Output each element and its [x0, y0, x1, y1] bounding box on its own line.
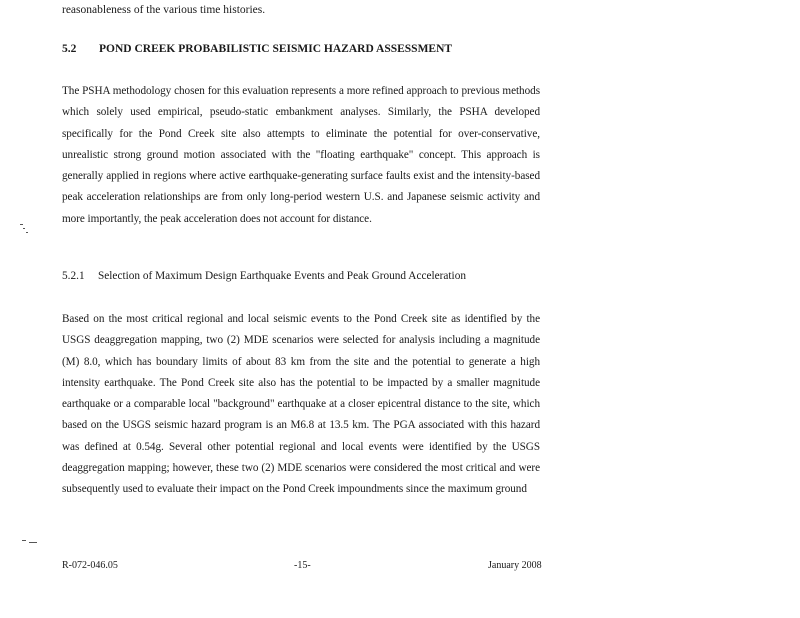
footer-date: January 2008 [488, 560, 542, 571]
subsection-title: Selection of Maximum Design Earthquake Events and Peak Ground Acceleration [98, 270, 466, 282]
section-heading [62, 41, 542, 57]
scan-artifact [20, 224, 23, 225]
subsection-heading [62, 268, 542, 284]
body-paragraph-mde-selection: Based on the most critical regional and local seismic events to the Pond Creek site as identified by the USGS deaggregation mapping, two (2) MDE scenarios were selected for analysis including a magnitude (M) 8.0, which has boundary limits of about 83 km from the site and the potential to generate a high intensity earthquake. The Pond Creek site also has the potential to be impacted by a smaller magnitude earthquake or a comparable local "background" earthquake at a closer epicentral distance to the site, which based on the USGS seismic hazard program is an M6.8 at 13.5 km. The PGA associated with this hazard was defined at 0.54g. Several other potential regional and local events were identified by the USGS deaggregation mapping; however, these two (2) MDE scenarios were considered the most critical and were subsequently used to evaluate their impact on the Pond Creek impoundments since the maximum ground [62, 313, 540, 496]
scan-artifact [29, 542, 37, 543]
section-number: 5.2 [62, 43, 77, 55]
scan-artifact [23, 228, 25, 229]
subsection-number: 5.2.1 [62, 270, 85, 282]
body-paragraph-psha: The PSHA methodology chosen for this evaluation represents a more refined approach to previous methods which solely used empirical, pseudo-static embankment analyses. Similarly, the PSHA developed specifically for the Pond Creek site also attempts to eliminate the potential for over-conservative, unrealistic strong ground motion associated with the "floating earthquake" concept. This approach is generally applied in regions where active earthquake-generating surface faults exist and the intensity-based peak acceleration relationships are from only long-period western U.S. and Japanese seismic activity and more importantly, the peak acceleration does not account for distance. [62, 85, 540, 225]
scan-artifact [26, 232, 28, 233]
footer-report-number: R-072-046.05 [62, 560, 118, 571]
footer-page-number: -15- [294, 560, 311, 571]
scan-artifact [22, 540, 26, 541]
continued-text-fragment: reasonableness of the various time histories. [62, 4, 266, 16]
section-title: POND CREEK PROBABILISTIC SEISMIC HAZARD ASSESSMENT [99, 43, 453, 55]
